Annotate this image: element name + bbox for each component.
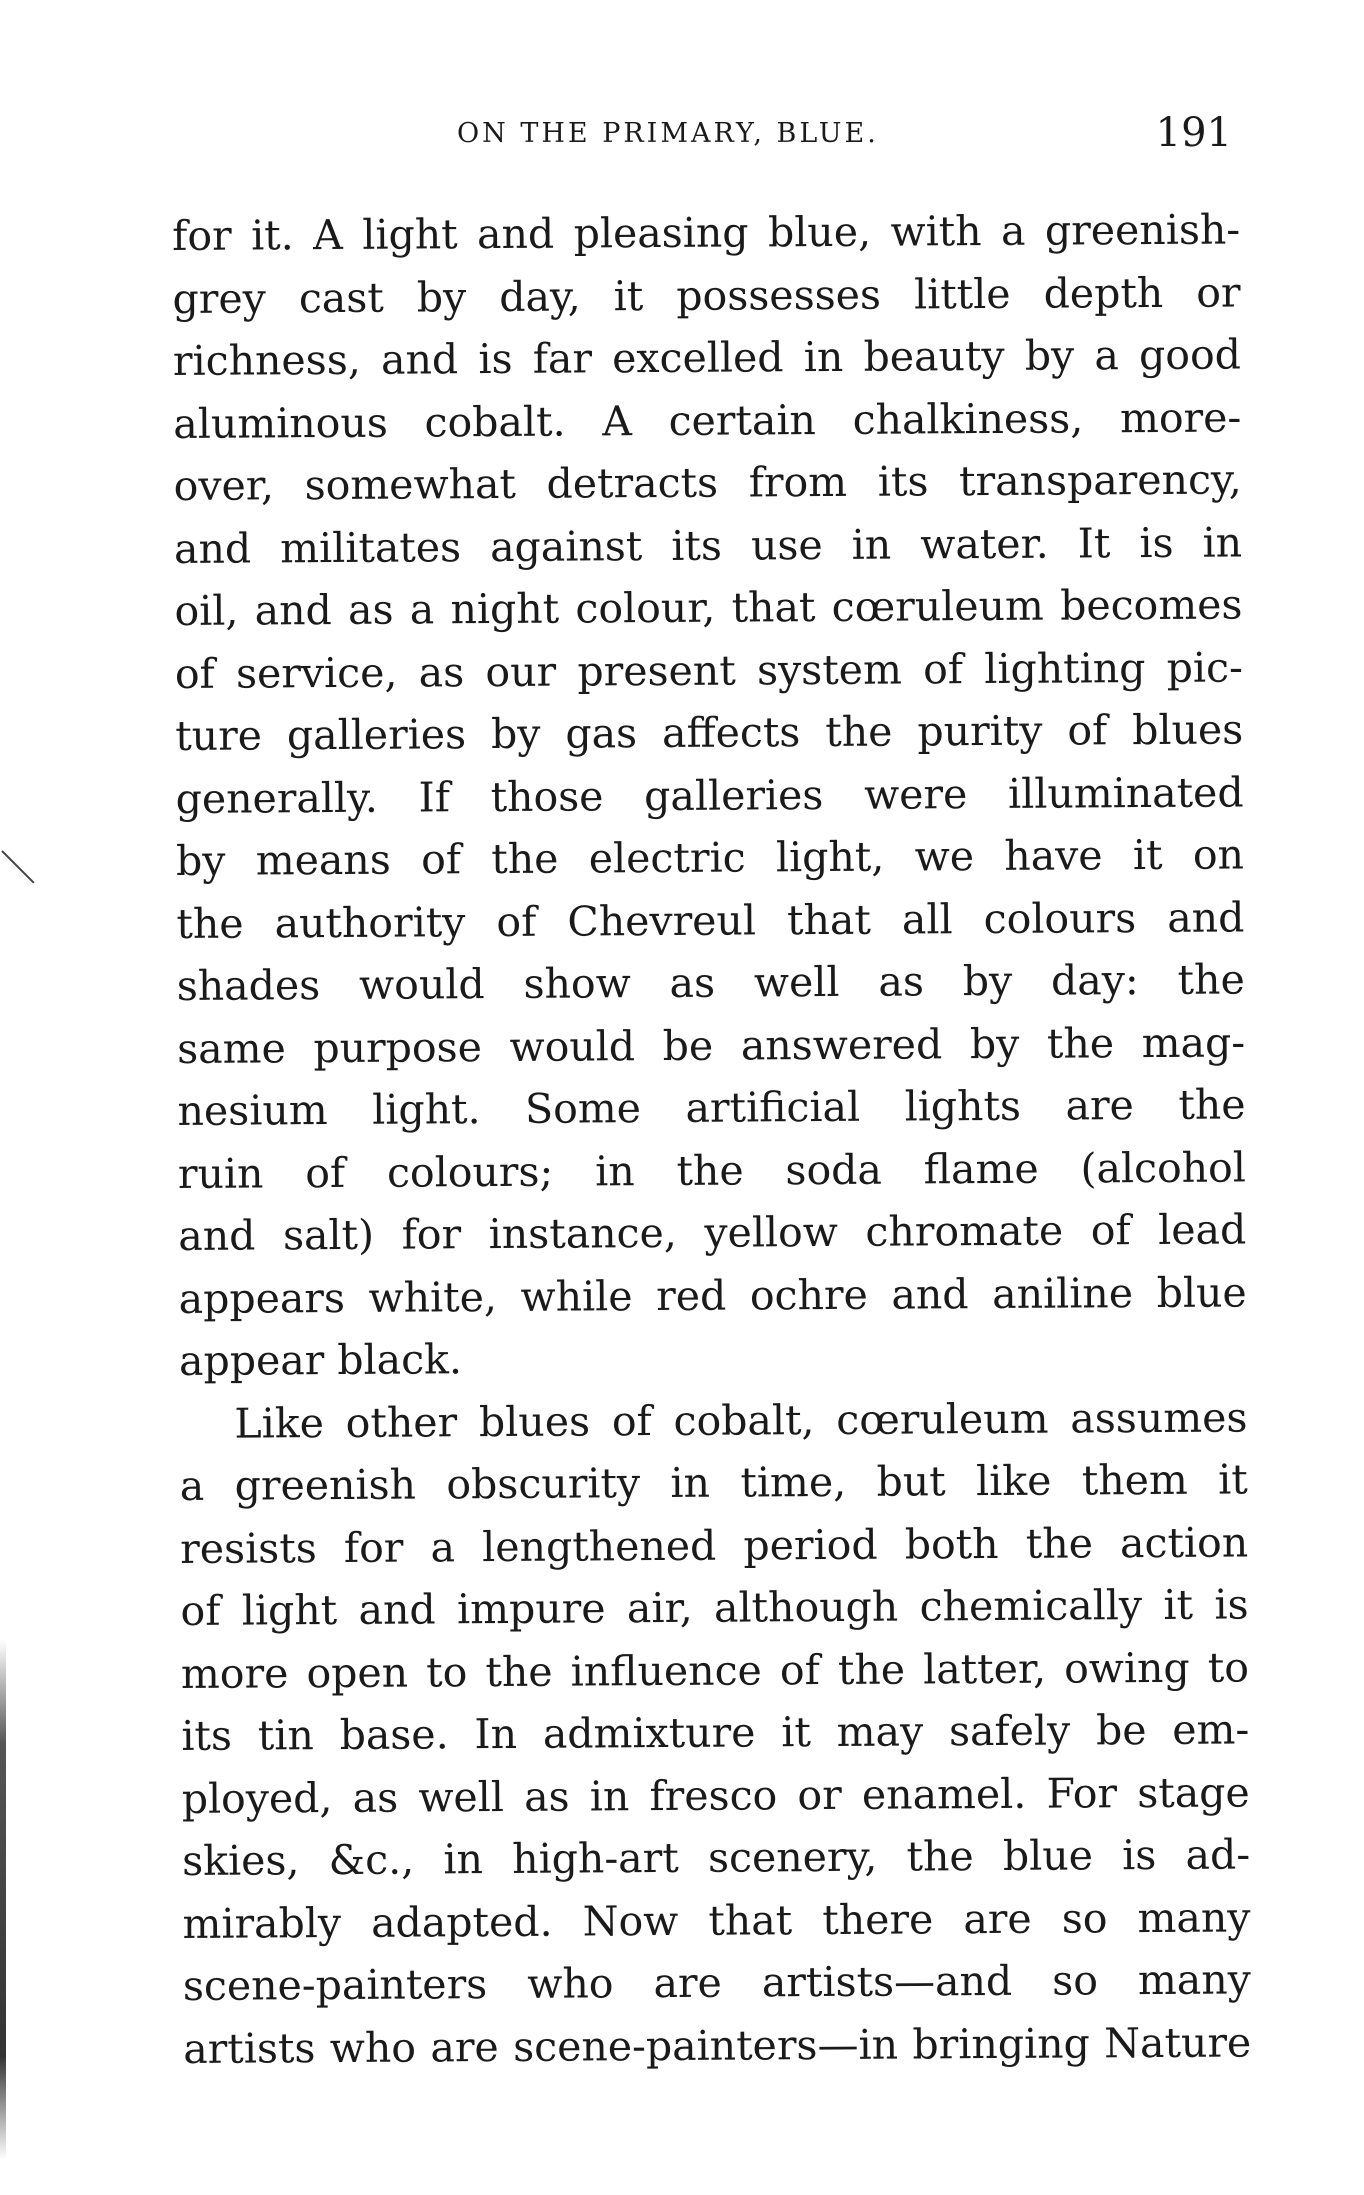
text-line: the authority of Chevreul that all colours and bbox=[176, 892, 1245, 948]
text-line: shades would show as well as by day: the bbox=[176, 955, 1245, 1010]
text-line: ployed, as well as in fresco or enamel. For stage bbox=[181, 1767, 1250, 1823]
text-line: of service, as our present system of lighting pic- bbox=[174, 642, 1243, 698]
text-line: Like other blues of cobalt, cœruleum assumes bbox=[234, 1392, 1248, 1448]
text-line: its tin base. In admixture it may safely be em- bbox=[181, 1705, 1250, 1760]
page-number: 191 bbox=[1155, 110, 1232, 156]
text-line: resists for a lengthened period both the action bbox=[180, 1517, 1249, 1573]
text-line: over, somewhat detracts from its transparency, bbox=[173, 455, 1242, 510]
text-line: and militates against its use in water. It is in bbox=[173, 517, 1243, 573]
page-header bbox=[172, 110, 1232, 160]
body-text bbox=[172, 198, 1251, 2079]
text-line: generally. If those galleries were illuminated bbox=[175, 767, 1244, 823]
text-line: scene-painters who are artists—and so many bbox=[182, 1955, 1252, 2010]
text-line: by means of the electric light, we have it on bbox=[175, 830, 1245, 885]
text-line: artists who are scene-painters—in bringing Nature bbox=[183, 2017, 1252, 2073]
text-line: appear black. bbox=[178, 1335, 463, 1385]
text-line: grey cast by day, it possesses little depth or bbox=[172, 267, 1241, 323]
scan-page-edge bbox=[0, 1640, 6, 2160]
text-line: and salt) for instance, yellow chromate of lead bbox=[178, 1205, 1247, 1260]
text-line: mirably adapted. Now that there are so many bbox=[182, 1892, 1251, 1948]
text-line: richness, and is far excelled in beauty by a good bbox=[172, 330, 1242, 385]
text-line: oil, and as a night colour, that cœruleum becomes bbox=[174, 580, 1243, 635]
text-line: appears white, while red ochre and aniline blue bbox=[178, 1267, 1247, 1323]
text-line: more open to the influence of the latter, owing to bbox=[180, 1642, 1250, 1698]
scan-mark bbox=[1, 850, 34, 883]
text-line: ruin of colours; in the soda flame (alcohol bbox=[177, 1142, 1247, 1198]
text-line: ture galleries by gas affects the purity of blues bbox=[175, 705, 1244, 760]
text-line: of light and impure air, although chemically it is bbox=[180, 1580, 1249, 1635]
text-line: aluminous cobalt. A certain chalkiness, more- bbox=[173, 392, 1242, 448]
text-line: skies, &c., in high-art scenery, the blue is ad- bbox=[181, 1830, 1251, 1885]
text-line: same purpose would be answered by the mag- bbox=[177, 1017, 1246, 1073]
text-line: a greenish obscurity in time, but like them it bbox=[179, 1455, 1248, 1510]
text-line: for it. A light and pleasing blue, with a greenish- bbox=[172, 205, 1241, 260]
running-title: ON THE PRIMARY, BLUE. bbox=[457, 118, 879, 149]
text-line: nesium light. Some artificial lights are the bbox=[177, 1080, 1246, 1135]
